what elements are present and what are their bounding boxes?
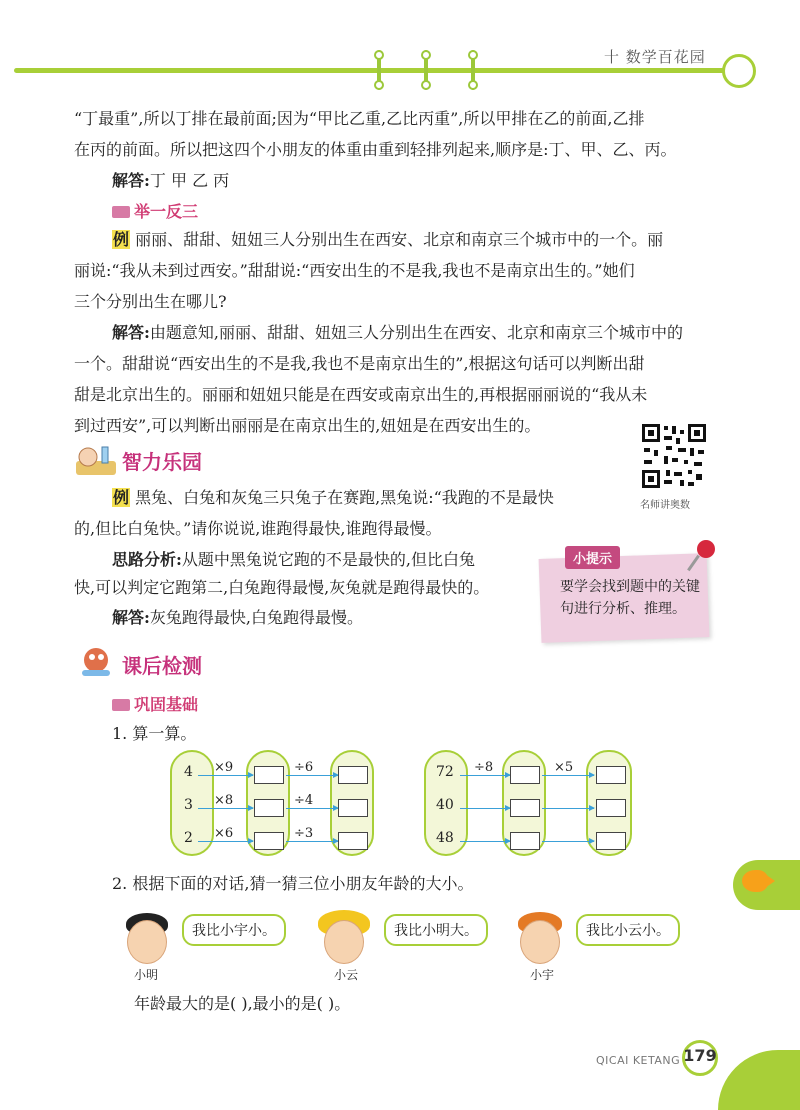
paragraph-line: 丽说:“我从未到过西安。”甜甜说:“西安出生的不是我,我也不是南京出生的。”她们 xyxy=(74,261,635,280)
chemistry-icon xyxy=(74,443,118,477)
arrow xyxy=(198,808,253,809)
operator-label: ÷6 xyxy=(294,760,314,775)
paragraph-line: 解答:由题意知,丽丽、甜甜、妞妞三人分别出生在西安、北京和南京三个城市中的 xyxy=(112,323,684,342)
arrow xyxy=(198,775,253,776)
kid-face-icon xyxy=(520,920,560,964)
tip-title: 小提示 xyxy=(565,546,620,569)
arrow xyxy=(542,775,594,776)
speech-bubble: 我比小宇小。 xyxy=(182,914,286,946)
arrow xyxy=(460,808,510,809)
fish-tail xyxy=(765,874,775,888)
paragraph-line: “丁最重”,所以丁排在最前面;因为“甲比乙重,乙比丙重”,所以甲排在乙的前面,乙排 xyxy=(74,109,645,128)
mascot-icon xyxy=(74,644,118,678)
operator-label: ×5 xyxy=(554,760,574,775)
section-title: 课后检测 xyxy=(122,654,202,678)
question-2: 2. 根据下面的对话,猜一猜三位小朋友年龄的大小。 xyxy=(112,874,474,893)
operator-label: ×6 xyxy=(214,826,234,841)
fill-in-line: 年龄最大的是( ),最小的是( )。 xyxy=(134,994,351,1013)
input-number: 40 xyxy=(436,797,454,813)
answer-box[interactable] xyxy=(596,766,626,784)
answer-box[interactable] xyxy=(338,832,368,850)
chapter-logo-icon xyxy=(722,54,756,88)
chapter-title: 十 数学百花园 xyxy=(604,48,706,66)
answer-label: 解答: xyxy=(112,323,150,342)
arrow xyxy=(286,808,338,809)
qr-caption: 名师讲奥数 xyxy=(640,500,690,511)
arrow xyxy=(542,808,594,809)
arrow xyxy=(286,775,338,776)
answer-label: 解答: xyxy=(112,171,150,190)
input-number: 48 xyxy=(436,830,454,846)
kid-name: 小宇 xyxy=(530,968,555,982)
answer-box[interactable] xyxy=(338,799,368,817)
kid-face-icon xyxy=(324,920,364,964)
operator-label: ÷3 xyxy=(294,826,314,841)
paragraph-line: 思路分析:从题中黑兔说它跑的不是最快的,但比白兔 xyxy=(112,550,476,569)
binder-ring xyxy=(470,50,476,90)
subsection-heading: 举一反三 xyxy=(112,199,198,222)
answer-box[interactable] xyxy=(254,766,284,784)
input-number: 2 xyxy=(184,830,193,846)
answer-box[interactable] xyxy=(510,799,540,817)
pushpin-icon xyxy=(697,540,715,558)
input-number: 3 xyxy=(184,797,193,813)
answer-line xyxy=(112,171,229,191)
binder-ring xyxy=(423,50,429,90)
operator-label: ×8 xyxy=(214,793,234,808)
paragraph-line: 甜是北京出生的。丽丽和妞妞只能是在西安或南京出生的,再根据丽丽说的“我从未 xyxy=(74,385,648,404)
kid-name: 小云 xyxy=(334,968,359,982)
paragraph-line: 三个分别出生在哪儿? xyxy=(74,292,227,311)
page-number: 179 xyxy=(683,1046,717,1065)
answer-box[interactable] xyxy=(338,766,368,784)
paragraph-line: 快,可以判定它跑第二,白兔跑得最慢,灰兔就是跑得最快的。 xyxy=(74,578,490,597)
subsection-heading: 巩固基础 xyxy=(112,692,198,715)
speech-bubble: 我比小明大。 xyxy=(384,914,488,946)
paragraph-line: 例 丽丽、甜甜、妞妞三人分别出生在西安、北京和南京三个城市中的一个。丽 xyxy=(113,230,664,249)
arrow xyxy=(286,841,338,842)
answer-text: 丁 甲 乙 丙 xyxy=(149,171,230,190)
paragraph-line: 例 黑兔、白兔和灰兔三只兔子在赛跑,黑兔说:“我跑的不是最快 xyxy=(113,488,554,507)
footer-brand: QICAI KETANG xyxy=(596,1054,681,1067)
speech-bubble: 我比小云小。 xyxy=(576,914,680,946)
paragraph-line: 的,但比白兔快。”请你说说,谁跑得最快,谁跑得最慢。 xyxy=(74,519,442,538)
answer-label: 解答: xyxy=(112,608,150,627)
footer-decoration xyxy=(718,1050,800,1110)
kid-name: 小明 xyxy=(134,968,159,982)
book-icon xyxy=(112,699,130,711)
operator-label: ×9 xyxy=(214,760,234,775)
arrow xyxy=(460,841,510,842)
operator-label: ÷8 xyxy=(474,760,494,775)
paragraph-line: 到过西安”,可以判断出丽丽是在南京出生的,妞妞是在西安出生的。 xyxy=(74,416,541,435)
answer-box[interactable] xyxy=(254,832,284,850)
input-number: 72 xyxy=(436,764,454,780)
paragraph-line: 一个。甜甜说“西安出生的不是我,我也不是南京出生的”,根据这句话可以判断出甜 xyxy=(74,354,645,373)
answer-box[interactable] xyxy=(596,799,626,817)
qr-code-icon[interactable] xyxy=(640,422,708,490)
section-title: 智力乐园 xyxy=(122,450,202,474)
answer-box[interactable] xyxy=(510,766,540,784)
binder-ring xyxy=(376,50,382,90)
tip-text: 要学会找到题中的关键句进行分析、推理。 xyxy=(560,579,700,617)
answer-box[interactable] xyxy=(510,832,540,850)
input-number: 4 xyxy=(184,764,193,780)
answer-box[interactable] xyxy=(254,799,284,817)
arrow xyxy=(460,775,510,776)
paragraph-line: 在丙的前面。所以把这四个小朋友的体重由重到轻排列起来,顺序是:丁、甲、乙、丙。 xyxy=(74,140,677,159)
analysis-label: 思路分析: xyxy=(112,550,182,569)
answer-box[interactable] xyxy=(596,832,626,850)
arrow xyxy=(542,841,594,842)
book-icon xyxy=(112,206,130,218)
example-tag: 例 xyxy=(113,230,130,249)
answer-line: 解答:灰兔跑得最快,白兔跑得最慢。 xyxy=(112,608,364,627)
operator-label: ÷4 xyxy=(294,793,314,808)
kid-face-icon xyxy=(127,920,167,964)
arrow xyxy=(198,841,253,842)
example-tag: 例 xyxy=(113,488,130,507)
question-1: 1. 算一算。 xyxy=(112,724,197,743)
